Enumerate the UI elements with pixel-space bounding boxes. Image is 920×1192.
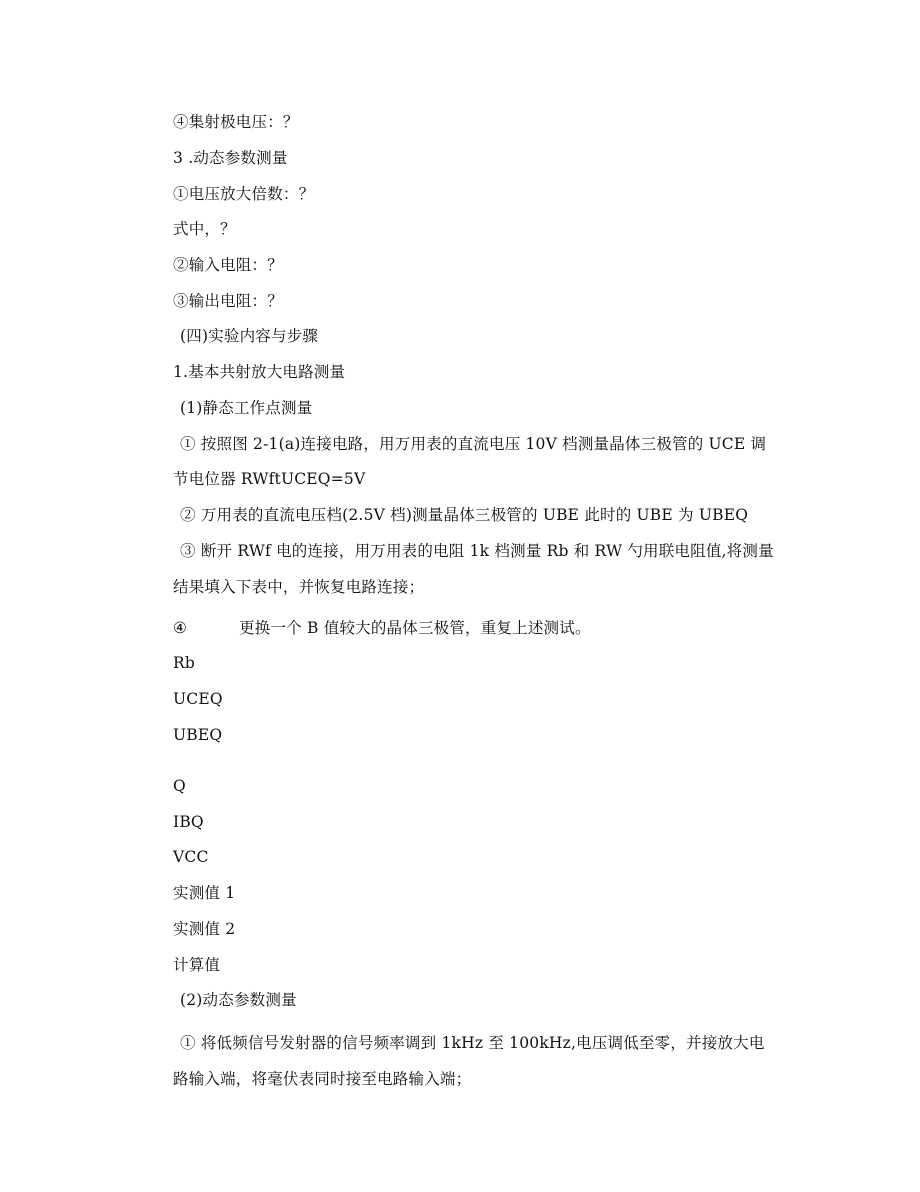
table-label-measured-1: 实测值 1	[173, 884, 236, 902]
step4-text: 更换一个 B 值较大的晶体三极管，重复上述测试。	[239, 619, 591, 637]
section-heading-basic-ce-amplifier: 1.基本共射放大电路测量	[173, 363, 346, 381]
paragraph-step3-line2: 结果填入下表中，并恢复电路连接；	[173, 578, 425, 596]
table-label-ubeq: UBEQ	[173, 726, 223, 744]
table-label-calculated: 计算值	[173, 956, 221, 974]
section-heading-experiment-steps: (四)实验内容与步骤	[180, 327, 319, 345]
section-heading-static-point: (1)静态工作点测量	[180, 399, 313, 417]
text-line-where: 式中，？	[173, 220, 236, 238]
section-heading-dynamic-params: 3 .动态参数测量	[173, 149, 288, 167]
paragraph-dynamic-step1-line2: 路输入端，将毫伏表同时接至电路输入端；	[173, 1070, 472, 1088]
step4-number: ④	[173, 619, 188, 637]
text-line-input-resistance: ②输入电阻：？	[173, 256, 283, 274]
text-line-output-resistance: ③输出电阻：？	[173, 292, 283, 310]
table-label-rb: Rb	[173, 654, 195, 672]
table-label-measured-2: 实测值 2	[173, 920, 236, 938]
text-line-voltage-gain: ①电压放大倍数：？	[173, 185, 315, 203]
table-label-ibq: IBQ	[173, 813, 204, 831]
paragraph-step1-line1: ① 按照图 2-1(a)连接电路，用万用表的直流电压 10V 档测量晶体三极管的 UCE 调	[180, 435, 767, 453]
table-label-q: Q	[173, 777, 186, 795]
paragraph-step2: ② 万用表的直流电压档(2.5V 档)测量晶体三极管的 UBE 此时的 UBE 为 UBEQ	[180, 506, 749, 524]
paragraph-step1-line2: 节电位器 RWftUCEQ=5V	[173, 470, 366, 488]
text-line-collector-emitter-voltage: ④集射极电压：？	[173, 113, 299, 131]
paragraph-dynamic-step1-line1: ① 将低频信号发射器的信号频率调到 1kHz 至 100kHz,电压调低至零，并接放大电	[180, 1034, 765, 1052]
section-heading-dynamic-measurement: (2)动态参数测量	[180, 991, 297, 1009]
paragraph-step4	[173, 618, 793, 638]
table-label-vcc: VCC	[173, 848, 209, 866]
paragraph-step3-line1: ③ 断开 RWf 电的连接，用万用表的电阻 1k 档测量 Rb 和 RW 勺用联电阻值,将测量	[180, 542, 774, 560]
table-label-uceq: UCEQ	[173, 690, 223, 708]
